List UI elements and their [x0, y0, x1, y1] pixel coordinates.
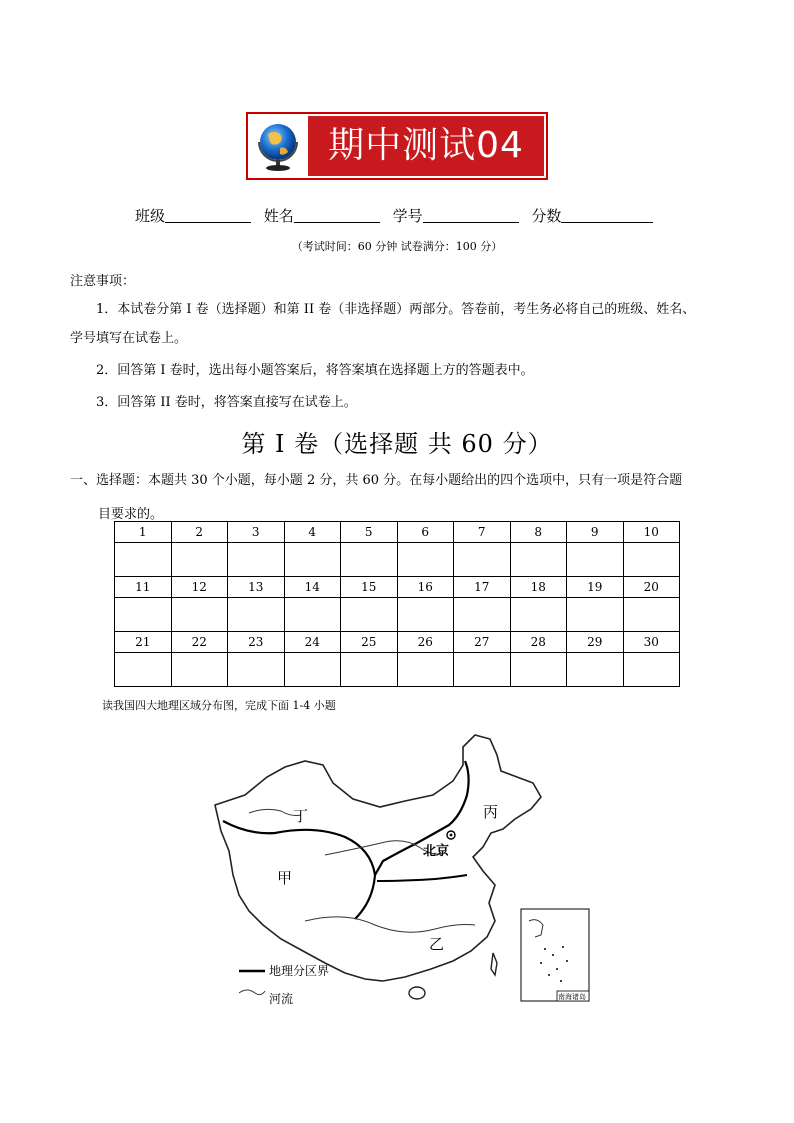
answer-blank-row [115, 598, 680, 632]
question-number-cell: 17 [454, 577, 511, 598]
boundary-line-qinling [377, 875, 467, 881]
inset-label: 南海诸岛 [558, 993, 586, 1001]
boundary-line-west [223, 821, 375, 919]
question-number-cell: 15 [341, 577, 398, 598]
question-number-cell: 29 [567, 632, 624, 653]
answer-cell[interactable] [115, 543, 172, 577]
question-number-cell: 12 [171, 577, 228, 598]
name-label: 姓名 [263, 207, 294, 225]
question-number-cell: 16 [397, 577, 454, 598]
note-item-1-cont: 学号填写在试卷上。 [70, 331, 188, 346]
answer-cell[interactable] [228, 543, 285, 577]
class-field[interactable] [165, 208, 251, 223]
legend-boundary-label: 地理分区界 [269, 964, 330, 978]
part1-title: 第 I 卷（选择题 共 60 分） [241, 430, 553, 458]
region-label-yi: 乙 [429, 935, 445, 953]
question-number-cell: 10 [623, 522, 680, 543]
map-intro: 读我国四大地理区域分布图，完成下面 1-4 小题 [102, 699, 336, 712]
region-label-jia: 甲 [277, 869, 293, 887]
score-field[interactable] [561, 208, 653, 223]
question-number-cell: 14 [284, 577, 341, 598]
question-number-cell: 23 [228, 632, 285, 653]
answer-cell[interactable] [171, 543, 228, 577]
china-regions-map [205, 725, 595, 1010]
answer-cell[interactable] [284, 598, 341, 632]
answer-cell[interactable] [567, 653, 624, 687]
question-number-cell: 28 [510, 632, 567, 653]
answer-cell[interactable] [171, 653, 228, 687]
question-number-cell: 11 [115, 577, 172, 598]
answer-cell[interactable] [341, 543, 398, 577]
question-number-cell: 4 [284, 522, 341, 543]
question-number-cell: 20 [623, 577, 680, 598]
question-number-cell: 26 [397, 632, 454, 653]
answer-cell[interactable] [567, 543, 624, 577]
answer-cell[interactable] [454, 543, 511, 577]
answer-cell[interactable] [341, 598, 398, 632]
answer-cell[interactable] [623, 598, 680, 632]
question-number-cell: 19 [567, 577, 624, 598]
legend-river-label: 河流 [269, 992, 294, 1006]
answer-cell[interactable] [284, 543, 341, 577]
answer-cell[interactable] [228, 653, 285, 687]
question-number-cell: 13 [228, 577, 285, 598]
exam-title: 期中测试04 [308, 116, 544, 176]
section1-line2: 目要求的。 [98, 507, 164, 522]
answer-table [114, 521, 680, 687]
question-number-cell: 27 [454, 632, 511, 653]
exam-time-note: （考试时间：60 分钟 试卷满分：100 分） [291, 240, 503, 253]
question-number-cell: 21 [115, 632, 172, 653]
globe-icon [250, 116, 306, 176]
name-field[interactable] [294, 208, 380, 223]
city-label-beijing: 北京 [423, 844, 450, 859]
answer-cell[interactable] [397, 653, 454, 687]
question-number-cell: 24 [284, 632, 341, 653]
answer-cell[interactable] [510, 653, 567, 687]
score-label: 分数 [531, 207, 562, 225]
south-china-sea-inset [521, 909, 589, 1001]
answer-cell[interactable] [454, 653, 511, 687]
answer-cell[interactable] [115, 598, 172, 632]
answer-cell[interactable] [454, 598, 511, 632]
answer-cell[interactable] [623, 543, 680, 577]
question-number-cell: 2 [171, 522, 228, 543]
answer-cell[interactable] [284, 653, 341, 687]
student-id-label: 学号 [392, 207, 423, 225]
question-number-cell: 7 [454, 522, 511, 543]
hainan-island [409, 987, 425, 999]
region-label-bing: 丙 [483, 803, 499, 821]
question-number-cell: 22 [171, 632, 228, 653]
country-outline [215, 735, 541, 981]
answer-number-row [115, 632, 680, 653]
answer-cell[interactable] [171, 598, 228, 632]
answer-cell[interactable] [510, 543, 567, 577]
answer-blank-row [115, 653, 680, 687]
answer-cell[interactable] [397, 543, 454, 577]
question-number-cell: 25 [341, 632, 398, 653]
question-number-cell: 30 [623, 632, 680, 653]
exam-title-banner [246, 112, 548, 180]
beijing-marker-dot [450, 834, 453, 837]
answer-cell[interactable] [341, 653, 398, 687]
region-label-ding: 丁 [293, 807, 309, 825]
question-number-cell: 8 [510, 522, 567, 543]
answer-cell[interactable] [115, 653, 172, 687]
class-label: 班级 [135, 207, 166, 225]
question-number-cell: 9 [567, 522, 624, 543]
answer-number-row [115, 577, 680, 598]
section1-line1: 一、选择题：本题共 30 个小题，每小题 2 分，共 60 分。在每小题给出的四个选项中，只有一项是符合题 [70, 473, 683, 488]
question-number-cell: 1 [115, 522, 172, 543]
question-number-cell: 6 [397, 522, 454, 543]
answer-cell[interactable] [228, 598, 285, 632]
note-item-2: 2．回答第 I 卷时，选出每小题答案后，将答案填在选择题上方的答题表中。 [96, 363, 534, 378]
note-item-1: 1．本试卷分第 I 卷（选择题）和第 II 卷（非选择题）两部分。答卷前，考生务必将自己的班级、姓名、 [96, 302, 696, 317]
student-id-field[interactable] [423, 208, 519, 223]
note-item-3: 3．回答第 II 卷时，将答案直接写在试卷上。 [96, 395, 357, 410]
question-number-cell: 18 [510, 577, 567, 598]
river-yangtze [305, 917, 475, 932]
notes-title: 注意事项： [70, 274, 136, 289]
legend-river-symbol [239, 990, 265, 995]
question-number-cell: 3 [228, 522, 285, 543]
taiwan-island [491, 953, 497, 975]
answer-number-row [115, 522, 680, 543]
answer-cell[interactable] [567, 598, 624, 632]
question-number-cell: 5 [341, 522, 398, 543]
answer-cell[interactable] [623, 653, 680, 687]
answer-blank-row [115, 543, 680, 577]
student-info-row [135, 205, 675, 226]
answer-cell[interactable] [510, 598, 567, 632]
answer-cell[interactable] [397, 598, 454, 632]
